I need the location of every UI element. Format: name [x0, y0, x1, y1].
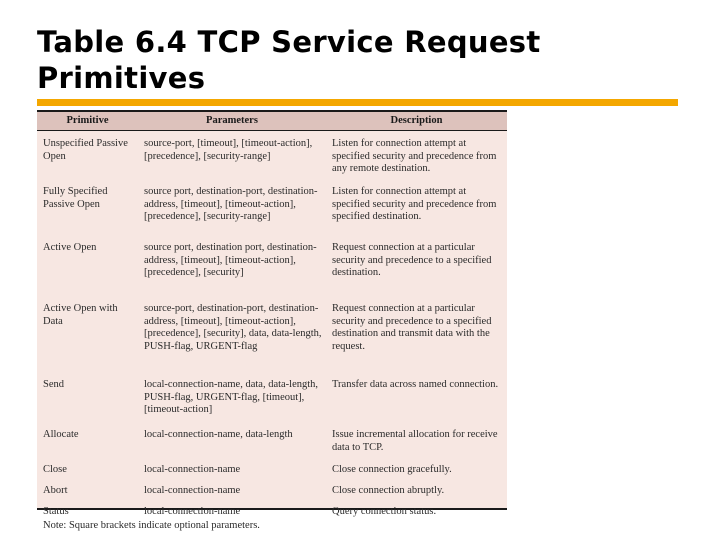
parameters-cell: local-connection-name: [144, 464, 241, 475]
slide-title: Table 6.4 TCP Service Request Primitives: [37, 25, 541, 95]
table-footnote: Note: Square brackets indicate optional parameters.: [43, 520, 260, 531]
table-row: [37, 131, 507, 183]
primitives-table-container: [37, 110, 507, 517]
primitive-cell: Status: [43, 506, 69, 517]
table-row: [37, 299, 507, 375]
description-cell: Close connection gracefully.: [332, 464, 452, 475]
description-cell: Close connection abruptly.: [332, 485, 445, 496]
primitive-cell: Close: [43, 464, 67, 475]
table-header-row: [37, 112, 507, 131]
description-cell: Listen for connection attempt at specified security and precedence from specified destination.: [332, 186, 497, 223]
table-row: [37, 375, 507, 424]
parameters-cell: local-connection-name, data-length: [144, 429, 293, 440]
primitive-cell: Active Open with Data: [43, 303, 118, 327]
parameters-cell: source-port, destination-port, destination-address, [timeout], [timeout-action], [precedence], [security], data, data-length, PUSH-flag, URGENT-flag: [144, 303, 322, 352]
primitive-cell: Send: [43, 379, 64, 390]
parameters-cell: source-port, [timeout], [timeout-action], [precedence], [security-range]: [144, 138, 313, 162]
description-cell: Issue incremental allocation for receive data to TCP.: [332, 429, 498, 453]
description-cell: Request connection at a particular security and precedence to a specified destination.: [332, 242, 492, 279]
parameters-cell: local-connection-name: [144, 506, 241, 517]
description-cell: Request connection at a particular security and precedence to a specified destination and transmit data with the request.: [332, 303, 492, 352]
primitive-cell: Abort: [43, 485, 68, 496]
table-row: [37, 182, 507, 238]
primitive-cell: Active Open: [43, 242, 97, 253]
description-cell: Listen for connection attempt at specified security and precedence from any remote destination.: [332, 138, 497, 175]
column-header-parameters: Parameters: [138, 112, 326, 131]
description-cell: Query connection status.: [332, 506, 437, 517]
title-underline-rule: [37, 99, 678, 106]
parameters-cell: local-connection-name: [144, 485, 241, 496]
table-row: [37, 238, 507, 299]
primitives-table: [37, 112, 507, 526]
parameters-cell: source port, destination port, destination-address, [timeout], [timeout-action], [precedence], [security]: [144, 242, 317, 279]
parameters-cell: source port, destination-port, destination-address, [timeout], [timeout-action], [precedence], [security-range]: [144, 186, 318, 223]
table-row: [37, 460, 507, 484]
primitive-cell: Fully Specified Passive Open: [43, 186, 108, 210]
column-header-primitive: Primitive: [37, 112, 138, 131]
column-header-description: Description: [326, 112, 507, 131]
primitive-cell: Unspecified Passive Open: [43, 138, 128, 162]
parameters-cell: local-connection-name, data, data-length, PUSH-flag, URGENT-flag, [timeout], [timeout-action]: [144, 379, 319, 416]
table-row: [37, 424, 507, 460]
description-cell: Transfer data across named connection.: [332, 379, 499, 390]
table-row: [37, 484, 507, 505]
primitive-cell: Allocate: [43, 429, 79, 440]
